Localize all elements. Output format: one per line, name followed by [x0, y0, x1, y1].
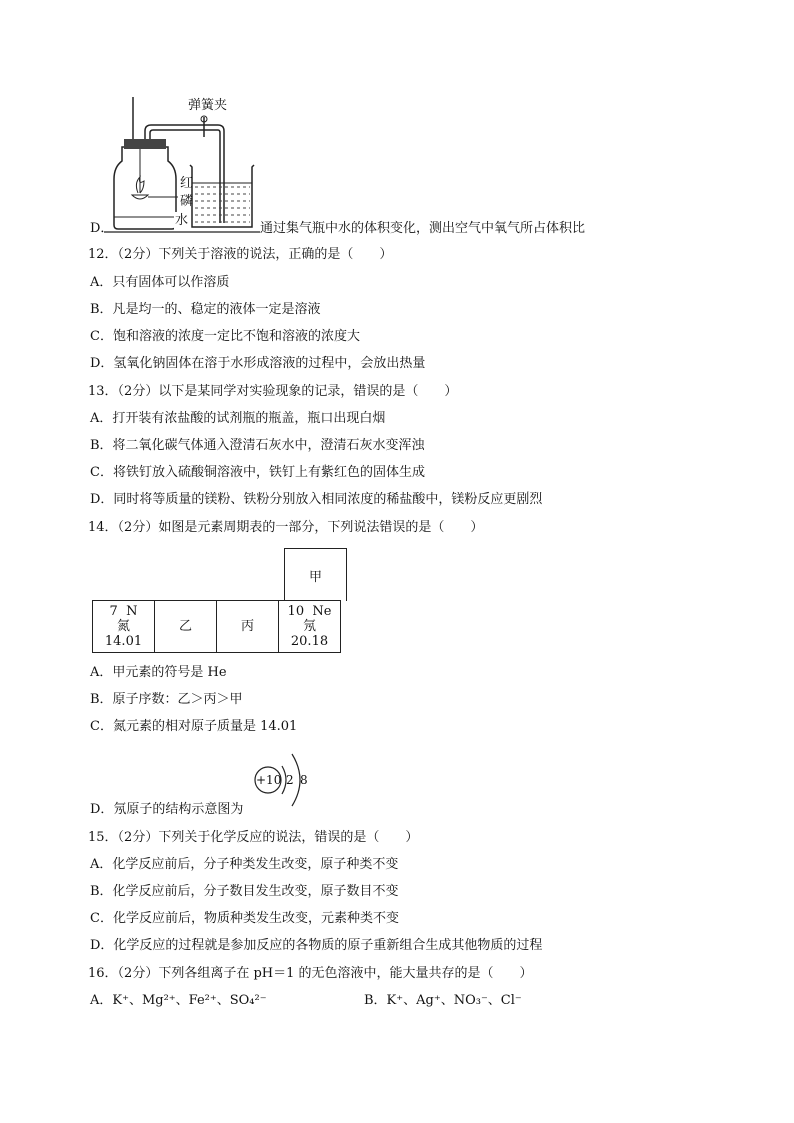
- q16-stem: 16．（2分）下列各组离子在 pH＝1 的无色溶液中，能大量共存的是（ ）: [88, 966, 533, 981]
- water-label: 水: [175, 213, 189, 228]
- q13-option-d: D．同时将等质量的镁粉、铁粉分别放入相同浓度的稀盐酸中，镁粉反应更剧烈: [90, 492, 543, 507]
- q15-option-c: C．化学反应前后，物质种类发生改变，元素种类不变: [90, 911, 399, 926]
- q14-stem: 14．（2分）如图是元素周期表的一部分，下列说法错误的是（ ）: [88, 520, 484, 535]
- q12-option-c: C．饱和溶液的浓度一定比不饱和溶液的浓度大: [90, 329, 360, 344]
- neon-atom-diagram: [252, 746, 312, 814]
- atom-shell-2: 8: [300, 773, 308, 787]
- q13-option-b: B．将二氧化碳气体通入澄清石灰水中，澄清石灰水变浑浊: [90, 438, 425, 453]
- periodic-cell-bing: 丙: [217, 601, 279, 653]
- q16-option-b: B．K⁺、Ag⁺、NO₃⁻、Cl⁻: [364, 993, 522, 1008]
- q14-option-b: B．原子序数：乙＞丙＞甲: [90, 692, 243, 707]
- q12-stem: 12．（2分）下列关于溶液的说法，正确的是（ ）: [88, 247, 393, 262]
- q15-stem: 15．（2分）下列关于化学反应的说法，错误的是（ ）: [88, 830, 419, 845]
- q14-option-a: A．甲元素的符号是 He: [90, 665, 227, 680]
- q14-option-d: D．氖原子的结构示意图为: [90, 802, 244, 817]
- periodic-cell-yi: 乙: [155, 601, 217, 653]
- q11-option-d-text: 通过集气瓶中水的体积变化，测出空气中氧气所占体积比: [260, 221, 586, 236]
- phosphorus-label-2: 磷: [180, 194, 194, 209]
- q13-stem: 13．（2分）以下是某同学对实验现象的记录，错误的是（ ）: [88, 384, 458, 399]
- periodic-cell-neon: 10 Ne 氖 20.18: [279, 601, 341, 653]
- spring-clip-label: 弹簧夹: [188, 98, 228, 113]
- q13-option-c: C．将铁钉放入硫酸铜溶液中，铁钉上有紫红色的固体生成: [90, 465, 425, 480]
- q16-option-a: A．K⁺、Mg²⁺、Fe²⁺、SO₄²⁻: [90, 993, 267, 1008]
- atom-nucleus: +10: [256, 773, 282, 787]
- gas-bottle-apparatus: [100, 95, 290, 240]
- q11-option-d-label: D．: [90, 221, 114, 236]
- q15-option-b: B．化学反应前后，分子数目发生改变，原子数目不变: [90, 884, 399, 899]
- q15-option-a: A．化学反应前后，分子种类发生改变，原子种类不变: [90, 857, 399, 872]
- q14-option-c: C．氮元素的相对原子质量是 14.01: [90, 719, 298, 734]
- q12-option-a: A．只有固体可以作溶质: [90, 275, 230, 290]
- periodic-table-fragment: [92, 600, 341, 653]
- q13-option-a: A．打开装有浓盐酸的试剂瓶的瓶盖，瓶口出现白烟: [90, 411, 386, 426]
- q12-option-d: D．氢氧化钠固体在溶于水形成溶液的过程中，会放出热量: [90, 356, 426, 371]
- q15-option-d: D．化学反应的过程就是参加反应的各物质的原子重新组合生成其他物质的过程: [90, 938, 543, 953]
- periodic-cell-nitrogen: 7 N 氮 14.01: [93, 601, 155, 653]
- atom-shell-1: 2: [286, 773, 294, 787]
- q12-option-b: B．凡是均一的、稳定的液体一定是溶液: [90, 302, 321, 317]
- periodic-cell-jia: 甲: [284, 548, 347, 601]
- phosphorus-label-1: 红: [180, 176, 194, 191]
